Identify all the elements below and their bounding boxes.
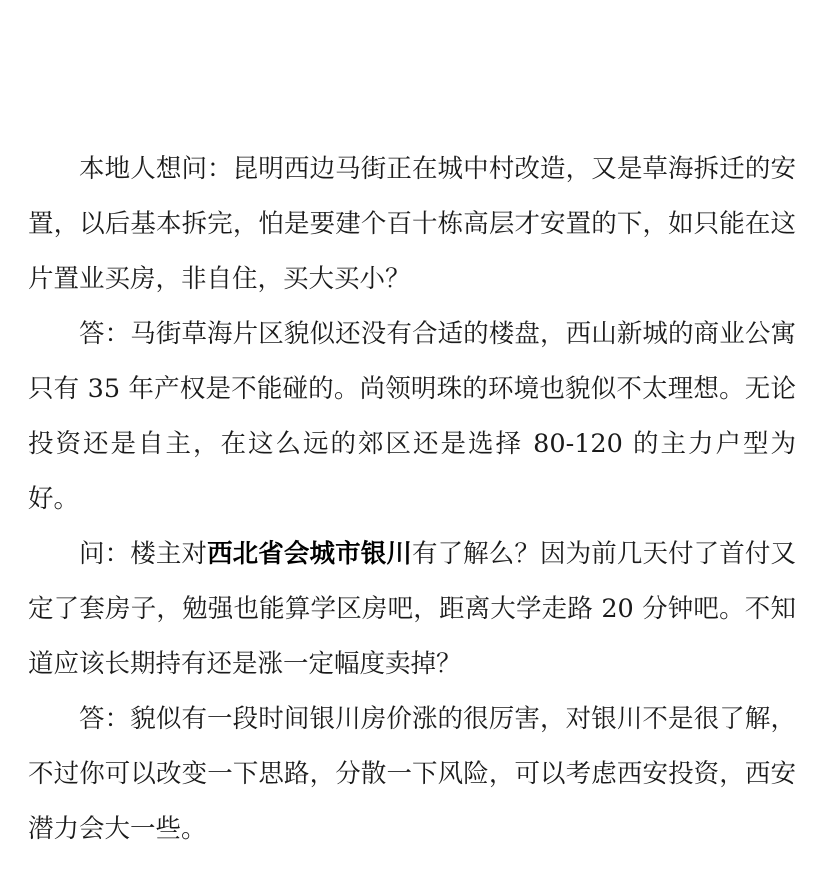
paragraph-suffix: 有了解么？因为前几天付了首付又定了套房子，勉强也能算学区房吧，距离大学走路 20 分钟吧。不知道应该长期持有还是涨一定幅度卖掉？ (28, 539, 796, 679)
paragraph-answer-kunming (28, 307, 796, 527)
paragraph-text: 本地人想问：昆明西边马街正在城中村改造，又是草海拆迁的安置，以后基本拆完，怕是要建个百十栋高层才安置的下，如只能在这片置业买房，非自住，买大买小？ (28, 154, 796, 294)
paragraph-question-kunming (28, 142, 796, 307)
paragraph-question-yinchuan (28, 527, 796, 692)
paragraph-text: 答：马街草海片区貌似还没有合适的楼盘，西山新城的商业公寓只有 35 年产权是不能碰的。尚领明珠的环境也貌似不太理想。无论投资还是自主，在这么远的郊区还是选择 80-120 的主力户型为好。 (28, 319, 796, 514)
paragraph-text: 答：貌似有一段时间银川房价涨的很厉害，对银川不是很了解，不过你可以改变一下思路，分散一下风险，可以考虑西安投资，西安潜力会大一些。 (28, 704, 796, 844)
paragraph-answer-yinchuan (28, 692, 796, 857)
bold-highlight: 西北省会城市银川 (207, 539, 412, 569)
paragraph-prefix: 问：楼主对 (79, 539, 208, 569)
document-body (28, 142, 796, 857)
